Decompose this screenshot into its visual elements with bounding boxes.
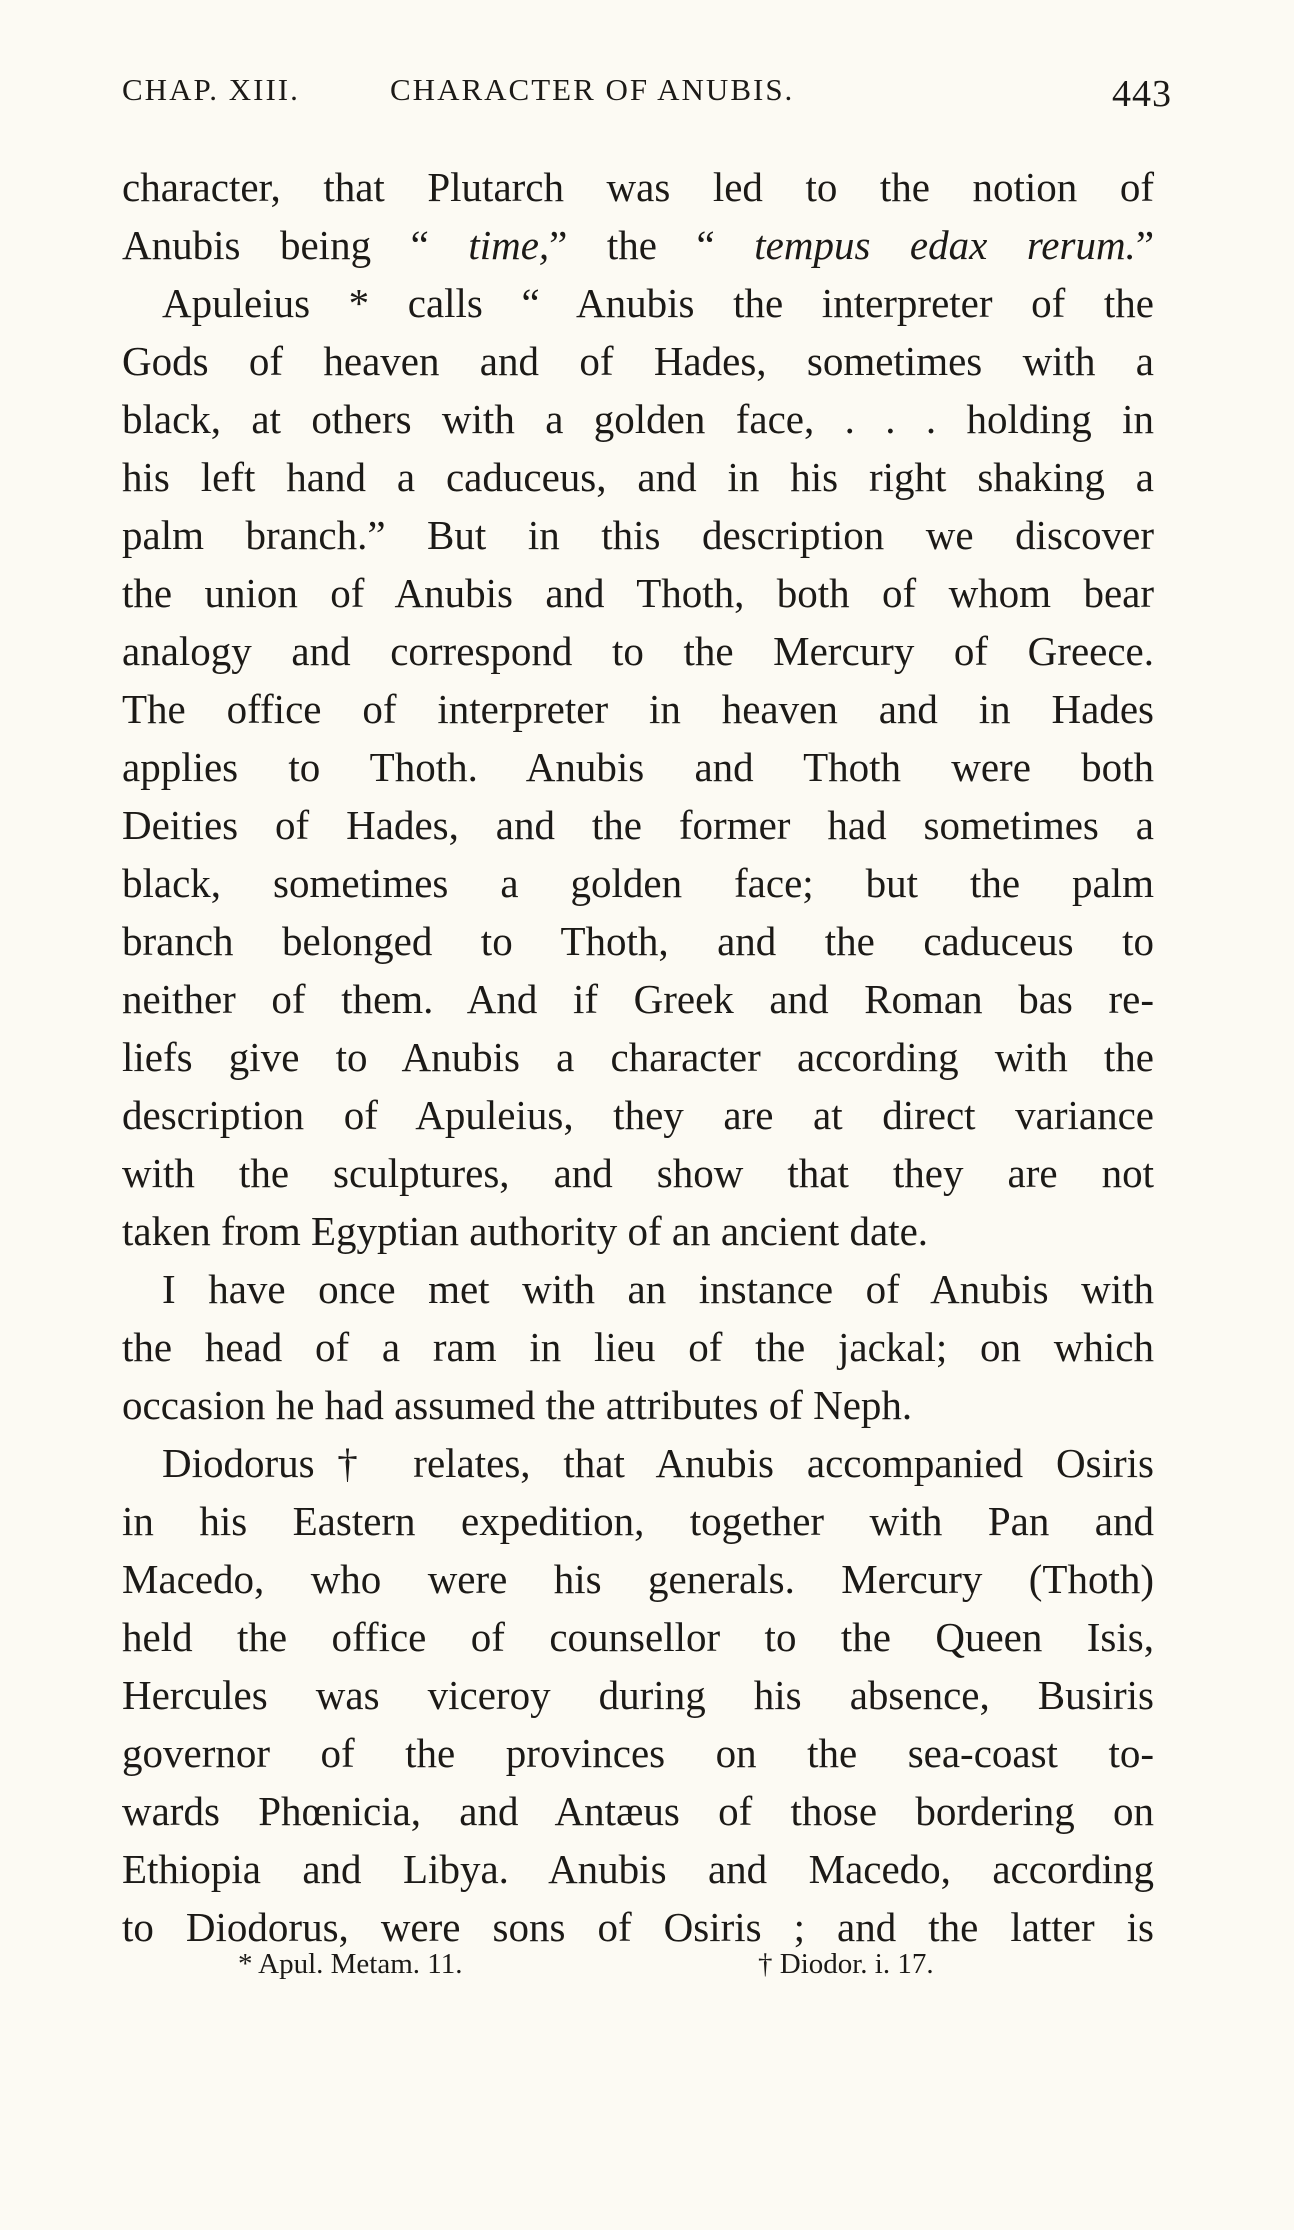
text-line: description of Apuleius, they are at direct variance <box>122 1092 1154 1138</box>
text-line: neither of them. And if Greek and Roman bas re- <box>122 976 1154 1022</box>
text-line: his left hand a caduceus, and in his right shaking a <box>122 454 1154 500</box>
text-line: Macedo, who were his generals. Mercury (Thoth) <box>122 1556 1154 1602</box>
text-line-part: Anubis being “ <box>122 222 469 268</box>
text-line-part: tempus edax rerum. <box>754 222 1136 268</box>
body-text <box>122 158 1154 1956</box>
text-line: Hercules was viceroy during his absence, Busiris <box>122 1672 1154 1718</box>
text-line: held the office of counsellor to the Queen Isis, <box>122 1614 1154 1660</box>
running-title: CHARACTER OF ANUBIS. <box>390 72 795 107</box>
text-line: liefs give to Anubis a character according with the <box>122 1034 1154 1080</box>
text-line-part: ” the “ <box>549 222 755 268</box>
text-line: governor of the provinces on the sea-coast to- <box>122 1730 1154 1776</box>
text-line: in his Eastern expedition, together with Pan and <box>122 1498 1154 1544</box>
text-line: black, sometimes a golden face; but the palm <box>122 860 1154 906</box>
text-line: wards Phœnicia, and Antæus of those bordering on <box>122 1788 1154 1834</box>
text-line: taken from Egyptian authority of an ancient date. <box>122 1208 929 1254</box>
text-line-part: time, <box>468 222 550 268</box>
text-line: to Diodorus, were sons of Osiris ; and the latter is <box>122 1904 1154 1950</box>
text-line: Diodorus† relates, that Anubis accompanied Osiris <box>162 1440 1154 1486</box>
chapter-label: CHAP. XIII. <box>122 72 300 107</box>
text-line: the head of a ram in lieu of the jackal; on which <box>122 1324 1154 1370</box>
footnote-diodorus: † Diodor. i. 17. <box>758 1948 934 1980</box>
text-line: branch belonged to Thoth, and the caduceus to <box>122 918 1154 964</box>
text-line: The office of interpreter in heaven and in Hades <box>122 686 1154 732</box>
text-line: applies to Thoth. Anubis and Thoth were both <box>122 744 1154 790</box>
text-line: I have once met with an instance of Anubis with <box>162 1266 1154 1312</box>
text-line: with the sculptures, and show that they are not <box>122 1150 1154 1196</box>
text-line: analogy and correspond to the Mercury of Greece. <box>122 628 1154 674</box>
running-header <box>122 72 1172 122</box>
text-line: character, that Plutarch was led to the notion of <box>122 164 1154 210</box>
text-line: black, at others with a golden face, . . . holding in <box>122 396 1154 442</box>
text-line: Gods of heaven and of Hades, sometimes with a <box>122 338 1154 384</box>
text-line: Apuleius * calls “ Anubis the interpreter of the <box>162 280 1154 326</box>
text-line-part: ” <box>1135 222 1155 268</box>
text-line: Ethiopia and Libya. Anubis and Macedo, according <box>122 1846 1154 1892</box>
text-line: occasion he had assumed the attributes of Neph. <box>122 1382 913 1428</box>
footnote-apuleius: * Apul. Metam. 11. <box>238 1948 463 1980</box>
text-line: palm branch.” But in this description we discover <box>122 512 1154 558</box>
text-line: the union of Anubis and Thoth, both of whom bear <box>122 570 1154 616</box>
page-number: 443 <box>1112 73 1172 115</box>
text-line <box>122 216 1154 274</box>
footnotes <box>238 1948 1038 1992</box>
text-line: Deities of Hades, and the former had sometimes a <box>122 802 1154 848</box>
